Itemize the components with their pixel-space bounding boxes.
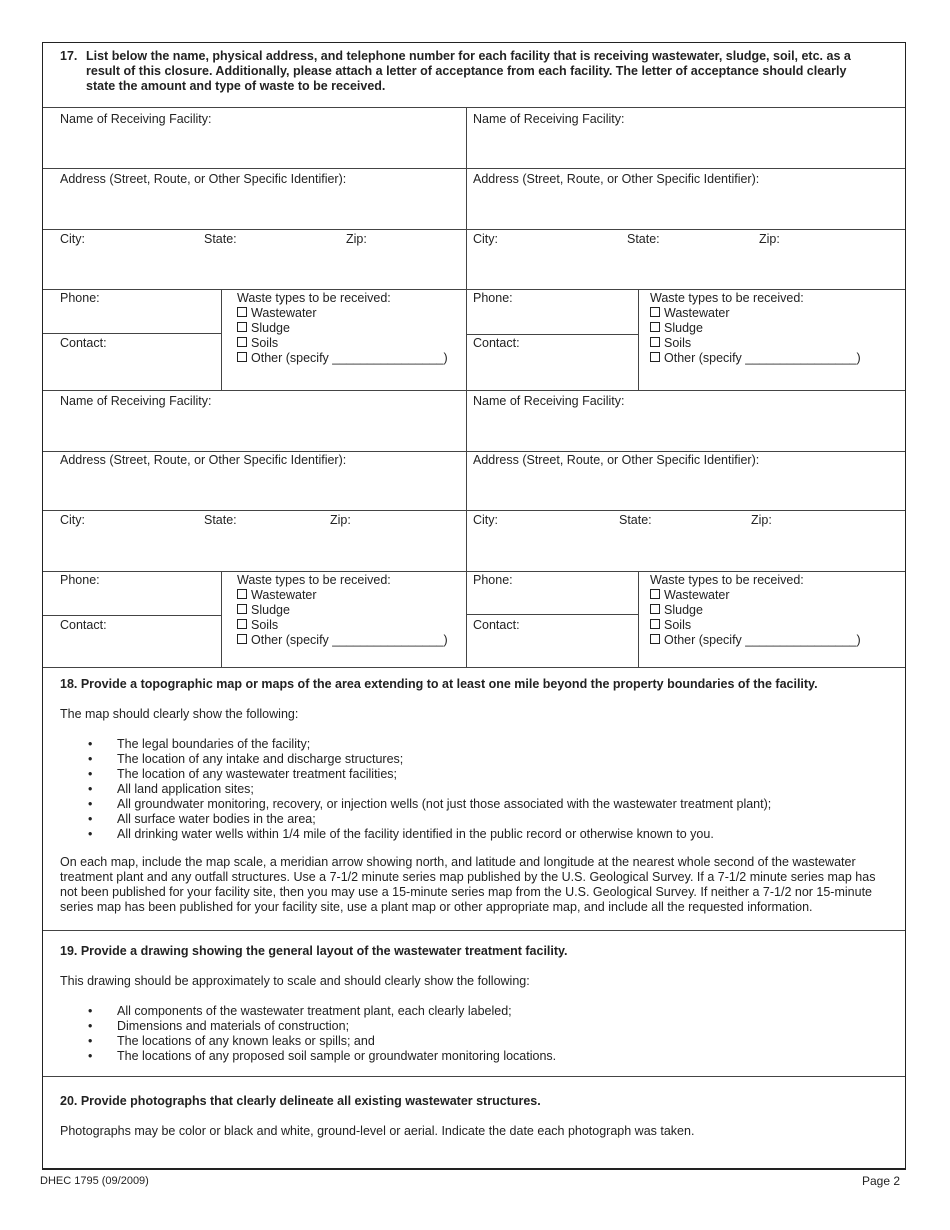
form-page [42, 42, 906, 1170]
waste-types-group [237, 291, 448, 366]
facility-contact-label: Contact: [473, 618, 520, 632]
list-item: • The legal boundaries of the facility; [60, 737, 771, 752]
list-item: • The locations of any known leaks or spills; and [60, 1034, 556, 1049]
checkbox-icon[interactable] [237, 337, 247, 347]
checkbox-soils[interactable]: Soils [237, 336, 448, 351]
checkbox-soils[interactable]: Soils [237, 618, 448, 633]
checkbox-soils[interactable]: Soils [650, 618, 861, 633]
column-divider [466, 107, 467, 667]
facility-state-label: State: [619, 513, 652, 527]
q18-heading: 18. Provide a topographic map or maps of the area extending to at least one mile beyond the property boundaries of the facility. [60, 677, 818, 691]
divider [43, 333, 221, 334]
facility-zip-label: Zip: [751, 513, 772, 527]
checkbox-sludge[interactable]: Sludge [237, 603, 448, 618]
facility-phone-label: Phone: [60, 573, 100, 587]
q18-list [60, 737, 771, 842]
checkbox-icon[interactable] [650, 589, 660, 599]
facility-state-label: State: [627, 232, 660, 246]
checkbox-icon[interactable] [650, 352, 660, 362]
facility-name-label: Name of Receiving Facility: [473, 394, 625, 408]
waste-types-title: Waste types to be received: [650, 573, 804, 587]
q17-instructions [60, 49, 875, 94]
column-divider [221, 571, 222, 667]
divider [43, 930, 905, 931]
checkbox-icon[interactable] [650, 634, 660, 644]
checkbox-icon[interactable] [237, 352, 247, 362]
facility-state-label: State: [204, 232, 237, 246]
divider [43, 289, 905, 290]
q18-paragraph: On each map, include the map scale, a meridian arrow showing north, and latitude and longitude at the nearest whole second of the wastewater treatment plant and any outfall structures. Use a 7-1/2 minute series map published by the U.S. Geological Survey. If a 7-1/2 minute series map has not been published for your facility site, then you may use a 15-minute series map from the U.S. Geological Survey. If neither a 7-1/2 nor 15-minute series map has been published for your facility site, use a plant map or other appropriate map, and include all the requested information. [60, 855, 876, 914]
waste-types-group [650, 291, 861, 366]
facility-zip-label: Zip: [759, 232, 780, 246]
list-item: • All surface water bodies in the area; [60, 812, 771, 827]
divider [43, 107, 905, 108]
list-item: • The location of any wastewater treatment facilities; [60, 767, 771, 782]
checkbox-sludge[interactable]: Sludge [650, 603, 861, 618]
divider [43, 571, 905, 572]
divider [467, 614, 638, 615]
column-divider [638, 571, 639, 667]
divider [43, 390, 905, 391]
list-item: • The location of any intake and discharge structures; [60, 752, 771, 767]
checkbox-other[interactable]: Other (specify ________________) [650, 351, 861, 366]
facility-city-label: City: [473, 232, 498, 246]
divider [43, 510, 905, 511]
divider [43, 1076, 905, 1077]
divider [43, 229, 905, 230]
facility-state-label: State: [204, 513, 237, 527]
facility-city-label: City: [473, 513, 498, 527]
checkbox-icon[interactable] [237, 604, 247, 614]
facility-address-label: Address (Street, Route, or Other Specific Identifier): [473, 453, 760, 467]
list-item: • All drinking water wells within 1/4 mile of the facility identified in the public record or otherwise known to you. [60, 827, 771, 842]
divider [43, 451, 905, 452]
checkbox-icon[interactable] [237, 322, 247, 332]
waste-types-title: Waste types to be received: [650, 291, 804, 305]
divider [43, 667, 905, 668]
checkbox-sludge[interactable]: Sludge [650, 321, 861, 336]
facility-city-label: City: [60, 232, 85, 246]
facility-address-label: Address (Street, Route, or Other Specific Identifier): [473, 172, 760, 186]
facility-address-label: Address (Street, Route, or Other Specific Identifier): [60, 172, 347, 186]
column-divider [638, 289, 639, 390]
checkbox-other[interactable]: Other (specify ________________) [650, 633, 861, 648]
checkbox-icon[interactable] [237, 634, 247, 644]
checkbox-icon[interactable] [650, 322, 660, 332]
q17-text: List below the name, physical address, and telephone number for each facility that is receiving wastewater, sludge, soil, etc. as a result of this closure. Additionally, please attach a letter of acceptance from each facility. The letter of acceptance should clearly state the amount and type of waste to be received. [86, 49, 851, 93]
form-id: DHEC 1795 (09/2009) [40, 1175, 149, 1187]
checkbox-sludge[interactable]: Sludge [237, 321, 448, 336]
checkbox-soils[interactable]: Soils [650, 336, 861, 351]
checkbox-wastewater[interactable]: Wastewater [650, 588, 861, 603]
q19-list [60, 1004, 556, 1064]
q17-number: 17. [60, 49, 78, 63]
checkbox-icon[interactable] [237, 619, 247, 629]
checkbox-other[interactable]: Other (specify ________________) [237, 633, 448, 648]
waste-types-title: Waste types to be received: [237, 573, 391, 587]
facility-zip-label: Zip: [346, 232, 367, 246]
list-item: • The locations of any proposed soil sample or groundwater monitoring locations. [60, 1049, 556, 1064]
q18-intro: The map should clearly show the following: [60, 707, 299, 721]
facility-address-label: Address (Street, Route, or Other Specific Identifier): [60, 453, 347, 467]
divider [43, 615, 221, 616]
facility-phone-label: Phone: [473, 291, 513, 305]
checkbox-icon[interactable] [650, 604, 660, 614]
checkbox-icon[interactable] [650, 307, 660, 317]
checkbox-icon[interactable] [237, 307, 247, 317]
facility-phone-label: Phone: [473, 573, 513, 587]
column-divider [221, 289, 222, 390]
divider [467, 334, 638, 335]
checkbox-wastewater[interactable]: Wastewater [650, 306, 861, 321]
facility-city-label: City: [60, 513, 85, 527]
facility-name-label: Name of Receiving Facility: [60, 112, 212, 126]
facility-phone-label: Phone: [60, 291, 100, 305]
list-item: • All components of the wastewater treatment plant, each clearly labeled; [60, 1004, 556, 1019]
facility-name-label: Name of Receiving Facility: [473, 112, 625, 126]
q20-heading: 20. Provide photographs that clearly delineate all existing wastewater structures. [60, 1094, 541, 1108]
page-number: Page 2 [862, 1174, 901, 1188]
waste-types-group [650, 573, 861, 648]
facility-contact-label: Contact: [60, 618, 107, 632]
q20-text: Photographs may be color or black and white, ground-level or aerial. Indicate the date each photograph was taken. [60, 1124, 695, 1138]
checkbox-icon[interactable] [650, 619, 660, 629]
list-item: • Dimensions and materials of construction; [60, 1019, 556, 1034]
waste-types-group [237, 573, 448, 648]
facility-name-label: Name of Receiving Facility: [60, 394, 212, 408]
facility-contact-label: Contact: [60, 336, 107, 350]
checkbox-icon[interactable] [650, 337, 660, 347]
q19-intro: This drawing should be approximately to scale and should clearly show the following: [60, 974, 530, 988]
list-item: • All land application sites; [60, 782, 771, 797]
checkbox-wastewater[interactable]: Wastewater [237, 588, 448, 603]
facility-contact-label: Contact: [473, 336, 520, 350]
checkbox-icon[interactable] [237, 589, 247, 599]
q19-heading: 19. Provide a drawing showing the general layout of the wastewater treatment facility. [60, 944, 568, 958]
checkbox-other[interactable]: Other (specify ________________) [237, 351, 448, 366]
waste-types-title: Waste types to be received: [237, 291, 391, 305]
facility-zip-label: Zip: [330, 513, 351, 527]
list-item: • All groundwater monitoring, recovery, or injection wells (not just those associated with the wastewater treatment plant); [60, 797, 771, 812]
divider [43, 168, 905, 169]
checkbox-wastewater[interactable]: Wastewater [237, 306, 448, 321]
